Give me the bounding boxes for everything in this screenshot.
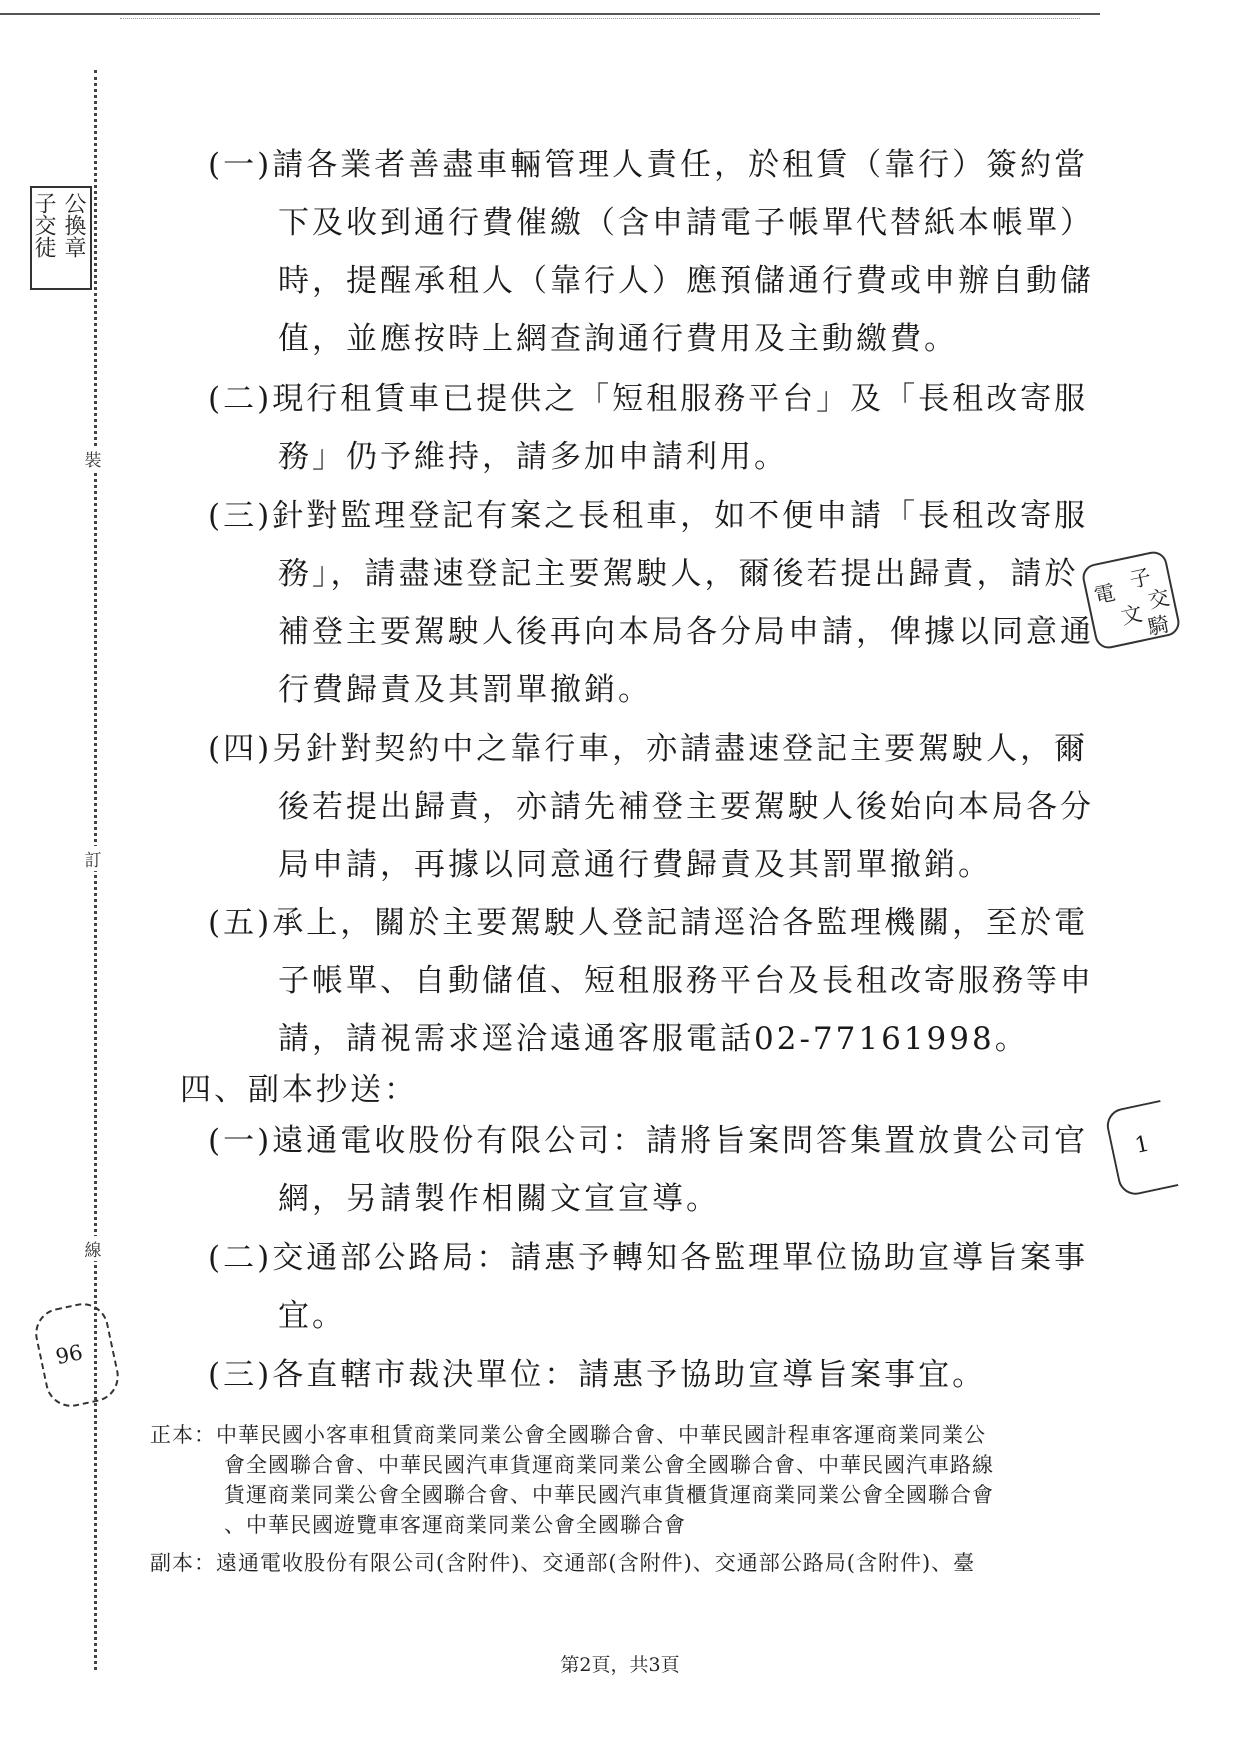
item-line: 局申請，再據以同意通行費歸責及其罰單撤銷。 xyxy=(278,847,992,883)
item-line: 務」，請盡速登記主要駕駛人，爾後若提出歸責，請於 xyxy=(278,556,1079,592)
copy-item-1 xyxy=(208,1112,1089,1228)
item-line: (一)遠通電收股份有限公司：請將旨案問答集置放貴公司官 xyxy=(208,1123,1089,1159)
item-4 xyxy=(208,720,1094,894)
item-line: (四)另針對契約中之靠行車，亦請盡速登記主要駕駛人，爾 xyxy=(208,731,1089,767)
stamp-text-right: 公換章 xyxy=(61,192,86,258)
seal-char: 文 xyxy=(1118,601,1145,630)
item-line: 下及收到通行費催繳（含申請電子帳單代替紙本帳單） xyxy=(278,205,1094,241)
page-seal-left xyxy=(30,1298,123,1411)
item-line: 後若提出歸責，亦請先補登主要駕駛人後始向本局各分 xyxy=(278,789,1094,825)
distribution-line: 遠通電收股份有限公司(含附件)、交通部(含附件)、交通部公路局(含附件)、臺 xyxy=(216,1551,976,1575)
distribution-line: 、中華民國遊覽車客運商業同業公會全國聯合會 xyxy=(224,1513,686,1537)
item-line: (三)針對監理登記有案之長租車，如不便申請「長租改寄服 xyxy=(208,498,1089,534)
item-line: 補登主要駕駛人後再向本局各分局申請，俾據以同意通 xyxy=(278,614,1094,650)
item-line: 宜。 xyxy=(278,1298,346,1334)
seal-number: 96 xyxy=(53,1340,85,1370)
item-line: 子帳單、自動儲值、短租服務平台及長租改寄服務等申 xyxy=(278,963,1094,999)
seal-char: 騎 xyxy=(1145,611,1172,640)
electronic-seal-right xyxy=(1080,549,1182,651)
distribution-label: 正本： xyxy=(150,1423,216,1447)
seal-char: 電 xyxy=(1091,580,1118,609)
copy-item-2 xyxy=(208,1229,1089,1345)
page-number: 第2頁，共3頁 xyxy=(560,1654,680,1676)
item-line: (二)現行租賃車已提供之「短租服務平台」及「長租改寄服 xyxy=(208,381,1089,417)
item-1 xyxy=(208,136,1094,368)
page-seal-right xyxy=(1103,1100,1178,1198)
item-line: 務」仍予維持，請多加申請利用。 xyxy=(278,439,788,475)
item-line: 請，請視需求逕洽遠通客服電話02-77161998。 xyxy=(278,1021,1029,1057)
distribution-line: 會全國聯合會、中華民國汽車貨運商業同業公會全國聯合會、中華民國汽車路線 xyxy=(224,1453,994,1477)
stamp-text-left: 子交徒 xyxy=(31,192,56,258)
item-line: (五)承上，關於主要駕駛人登記請逕洽各監理機關，至於電 xyxy=(208,905,1089,941)
item-3 xyxy=(208,487,1094,719)
item-line: (二)交通部公路局：請惠予轉知各監理單位協助宣導旨案事 xyxy=(208,1240,1089,1276)
top-border-line xyxy=(0,13,1100,15)
binding-mark-zhuang: 裝 xyxy=(78,446,108,471)
binding-mark-xian: 線 xyxy=(78,1236,108,1261)
copy-item-3 xyxy=(208,1346,1068,1404)
item-5 xyxy=(208,894,1094,1068)
distribution-line: 中華民國小客車租賃商業同業公會全國聯合會、中華民國計程車客運商業同業公 xyxy=(216,1423,986,1447)
top-dotted-line xyxy=(120,18,1080,19)
item-line: 值，並應按時上網查詢通行費用及主動繳費。 xyxy=(278,321,958,357)
exchange-stamp xyxy=(30,186,92,290)
seal-number: 1 xyxy=(1132,1131,1152,1159)
item-line: 時，提醒承租人（靠行人）應預儲通行費或申辦自動儲 xyxy=(278,263,1094,299)
distribution-line: 貨運商業同業公會全國聯合會、中華民國汽車貨櫃貨運商業同業公會全國聯合會 xyxy=(224,1483,994,1507)
item-2 xyxy=(208,370,1089,486)
seal-char: 交 xyxy=(1146,585,1172,614)
item-line: 行費歸責及其罰單撤銷。 xyxy=(278,672,652,708)
binding-mark-ding: 訂 xyxy=(78,846,108,871)
item-line: (三)各直轄市裁決單位：請惠予協助宣導旨案事宜。 xyxy=(208,1357,987,1393)
section-4-heading: 四、副本抄送： xyxy=(180,1072,418,1108)
distribution-label: 副本： xyxy=(150,1551,216,1575)
item-line: (一)請各業者善盡車輛管理人責任，於租賃（靠行）簽約當 xyxy=(208,147,1089,183)
item-line: 網，另請製作相關文宣宣導。 xyxy=(278,1181,720,1217)
distribution-original xyxy=(150,1420,1080,1578)
seal-char: 子 xyxy=(1127,564,1154,593)
